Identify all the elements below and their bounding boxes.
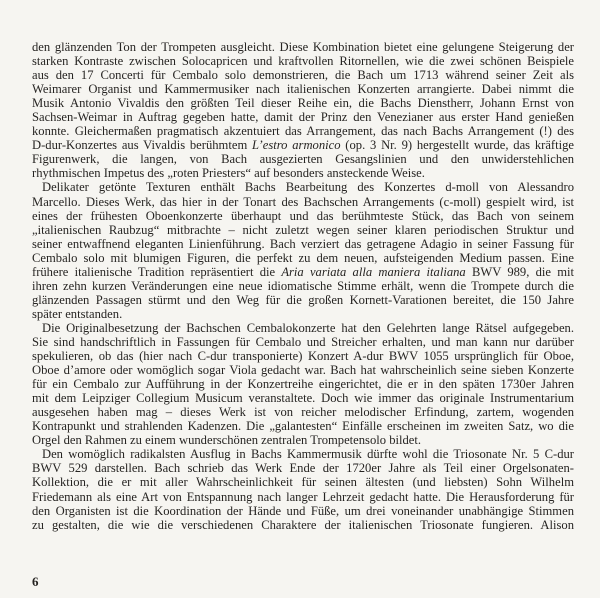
- text-run: BWV 989, die mit: [465, 264, 574, 279]
- text-line: [32, 68, 574, 82]
- text-line: [32, 251, 574, 265]
- text-run: frühere italienische Tradition repräsentiert die: [32, 264, 282, 279]
- text-run: Kontrapunkt und strahlenden Kadenzen. Die „galantesten“ Einfälle erscheinen im zweiten Satz, wo die: [32, 419, 574, 434]
- text-run: Weimarer Organist und Kammermusiker nach italienischen Konzerten arrangierte. Dabei nimmt die: [32, 82, 574, 97]
- text-run: (op. 3 Nr. 9) hergestellt wurde, das kräftige: [340, 138, 574, 153]
- text-run: Kollektion, die er mit aller Wahrscheinlichkeit für seinen ältesten (und liebsten) Sohn Wilhelm: [32, 475, 574, 490]
- text-line: [32, 377, 574, 391]
- text-run: Marcello. Dieses Werk, das hier in der Tonart des Bachschen Arrangements (c-moll) gespielt wird, ist: [32, 194, 574, 209]
- text-run: Den womöglich radikalsten Ausflug in Bachs Kammermusik dürfte wohl die Triosonate Nr. 5 C-dur: [42, 447, 574, 462]
- page-number: 6: [32, 574, 39, 589]
- text-line: [32, 180, 574, 194]
- text-run: Oboe d’amore oder womöglich sogar Viola gedacht war. Bach hat wahrscheinlich seine sieben Konzerte: [32, 363, 574, 378]
- text-run: Figurenwerk, die langen, von Bach ausgezierten Gesangslinien und den unwiderstehlichen: [32, 152, 574, 167]
- text-line: [32, 110, 574, 124]
- text-run: den Organisten ist die Koordination der Hände und Füße, um drei voneinander unabhängige Stimmen: [32, 503, 574, 518]
- text-line: [32, 40, 574, 54]
- text-run: Die Originalbesetzung der Bachschen Cembalokonzerte hat den Gelehrten lange Rätsel aufgegeben.: [42, 320, 574, 335]
- text-run: Musik Antonio Vivaldis den größten Teil dieser Reihe ein, die Bachs Dienstherr, Johann Ernst von: [32, 96, 574, 111]
- text-line: [32, 419, 574, 433]
- text-line: [32, 82, 574, 96]
- text-line: [32, 475, 574, 489]
- body-text: [32, 40, 574, 532]
- text-run: Friedemann als eine Art von Entspannung nach langer Lehrzeit gedacht hatte. Die Herausforderung für: [32, 489, 574, 504]
- text-line: [32, 195, 574, 209]
- text-run: eines der frühesten Oboenkonzerte überhaupt und das berühmteste Stück, das Bach von seinem: [32, 208, 574, 223]
- text-run: später entstanden.: [32, 306, 123, 321]
- text-run: glänzenden Passagen stürmt und den Weg für die großen Kornett-Varationen bereitet, die 150 Jahre: [32, 292, 574, 307]
- text-run: mit dem Leipziger Collegium Musicum veranstaltete. Doch wie immer das originale Instrumentarium: [32, 391, 574, 406]
- text-run: für ein Cembalo zur Aufführung in der Konzertreihe eingerichtet, die er in den späten 1730er Jahren: [32, 377, 574, 392]
- text-line: [32, 518, 574, 532]
- text-run: Sie sind handschriftlich in Fassungen für Cembalo und Streicher erhalten, und man kann nur darüber: [32, 334, 574, 349]
- text-run: ihren zehn kurzen Veränderungen eine neue idiomatische Stimme erhält, wenn die Trompete durch die: [32, 278, 574, 293]
- text-line: [32, 237, 574, 251]
- text-line: [32, 166, 574, 180]
- text-line: [32, 279, 574, 293]
- text-run: BWV 529 darstellen. Bach schrieb das Werk Ende der 1720er Jahre als Teil einer Orgelsonaten-: [32, 461, 574, 476]
- text-run: rhythmischen Impetus des „roten Priesters“ auf besonders ansteckende Weise.: [32, 166, 425, 181]
- text-line: [32, 293, 574, 307]
- text-line: [32, 349, 574, 363]
- text-line: [32, 54, 574, 68]
- text-line: [32, 307, 574, 321]
- text-run: konnte. Gleichermaßen pragmatisch akzentuiert das Arrangement, das nach Bachs Arrangement (!) des: [32, 124, 574, 139]
- text-run: aus den 17 Concerti für Cembalo solo demonstrieren, die Bach um 1713 während seiner Zeit als: [32, 68, 574, 83]
- text-run: Delikater getönte Texturen enthält Bachs Bearbeitung des Konzertes d-moll von Alessandro: [42, 180, 574, 195]
- text-run: Sachsen-Weimar in Auftrag gegeben hatte, damit der Prinz den Venezianer aus erster Hand genießen: [32, 110, 574, 125]
- italic-title: L’estro armonico: [252, 138, 341, 153]
- text-line: [32, 447, 574, 461]
- text-run: den glänzenden Ton der Trompeten ausgleicht. Diese Kombination bietet eine gelungene Steigerung der: [32, 40, 574, 54]
- text-run: „italienischen Raubzug“ mitbrachte – nicht zuletzt wegen seiner klaren periodischen Struktur und: [32, 222, 574, 237]
- text-run: D-dur-Konzertes aus Vivaldis berühmtem: [32, 138, 253, 153]
- text-line: [32, 363, 574, 377]
- text-line: [32, 335, 574, 349]
- text-run: Cembalo solo mit blumigen Figuren, die perfekt zu dem neuen, aufsteigenden Medium passen. Eine: [32, 250, 574, 265]
- text-line: [32, 152, 574, 166]
- text-run: ausgesehen haben mag – dieses Werk ist von reicher melodischer Erfindung, zartem, wogenden: [32, 405, 574, 420]
- text-line: [32, 405, 574, 419]
- text-line: [32, 504, 574, 518]
- text-run: starken Kontraste zwischen Solocapricen und kraftvollen Ritornellen, wie die zwei schönen Beispiele: [32, 54, 574, 69]
- text-line: [32, 124, 574, 138]
- text-line: [32, 391, 574, 405]
- text-line: [32, 321, 574, 335]
- text-line: [32, 433, 574, 447]
- text-run: spekulieren, ob das (hier nach C-dur transponierte) Konzert A-dur BWV 1055 ursprünglich für Oboe,: [32, 349, 574, 364]
- text-line: [32, 461, 574, 475]
- italic-title: Aria variata alla maniera italiana: [281, 264, 466, 279]
- text-line: [32, 96, 574, 110]
- text-run: seiner entwaffnend eleganten Linienführung. Bach verziert das getragene Adagio in seiner Fassung für: [32, 236, 574, 251]
- text-line: [32, 265, 574, 279]
- text-line: [32, 209, 574, 223]
- text-line: [32, 490, 574, 504]
- text-run: Orgel den Rahmen zu einem wunderschönen zentralen Trompetensolo bildet.: [32, 433, 422, 448]
- text-line: [32, 138, 574, 152]
- text-line: [32, 223, 574, 237]
- text-run: zu gestalten, die wie die verschiedenen Charaktere der italienischen Triosonate fungieren. Alison: [32, 517, 574, 532]
